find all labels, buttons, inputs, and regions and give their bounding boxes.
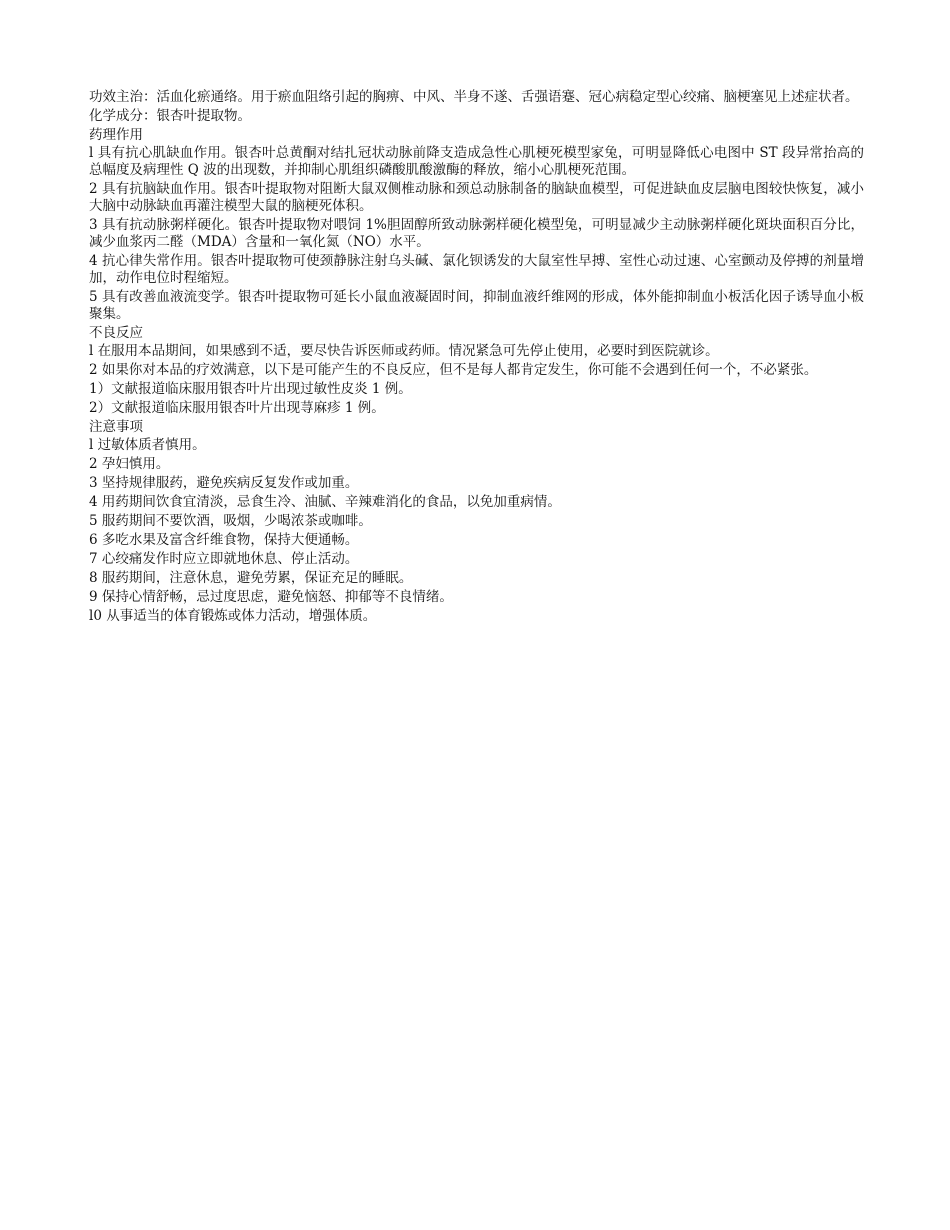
composition-paragraph: 化学成分：银杏叶提取物。 — [89, 108, 251, 124]
precaution-item: 8 服药期间，注意休息，避免劳累，保证充足的睡眠。 — [89, 570, 413, 586]
precaution-item: l0 从事适当的体育锻炼或体力活动，增强体质。 — [89, 608, 377, 624]
precaution-item: l 过敏体质者慎用。 — [89, 437, 206, 453]
precaution-item: 9 保持心情舒畅，忌过度思虑，避免恼怒、抑郁等不良情绪。 — [89, 589, 453, 605]
precaution-item: 5 服药期间不要饮酒，吸烟，少喝浓茶或咖啡。 — [89, 513, 372, 529]
pharmacology-item: 5 具有改善血液流变学。银杏叶提取物可延长小鼠血液凝固时间，抑制血液纤维网的形成，体外能抑制血小板活化因子诱导血小板聚集。 — [89, 289, 864, 322]
precaution-item: 2 孕妇慎用。 — [89, 456, 170, 472]
precautions-heading: 注意事项 — [89, 419, 143, 435]
precaution-item: 6 多吃水果及富含纤维食物，保持大便通畅。 — [89, 532, 359, 548]
document-page — [89, 89, 864, 627]
adverse-item: l 在服用本品期间，如果感到不适，要尽快告诉医师或药师。情况紧急可先停止使用，必要时到医院就诊。 — [89, 343, 719, 359]
pharmacology-item: 4 抗心律失常作用。银杏叶提取物可使颈静脉注射乌头碱、氯化钡诱发的大鼠室性早搏、室性心动过速、心室颤动及停搏的剂量增加，动作电位时程缩短。 — [89, 253, 864, 286]
precaution-item: 7 心绞痛发作时应立即就地休息、停止活动。 — [89, 551, 359, 567]
pharmacology-heading: 药理作用 — [89, 127, 143, 143]
adverse-item: 1）文献报道临床服用银杏叶片出现过敏性皮炎 1 例。 — [89, 381, 412, 397]
pharmacology-item: l 具有抗心肌缺血作用。银杏叶总黄酮对结扎冠状动脉前降支造成急性心肌梗死模型家兔，可明显降低心电图中 ST 段异常抬高的总幅度及病理性 Q 波的出现数，并抑制心肌组织磷酸肌酸激酶的释放，缩小心肌梗死范围。 — [89, 145, 864, 178]
pharmacology-item: 2 具有抗脑缺血作用。银杏叶提取物对阻断大鼠双侧椎动脉和颈总动脉制备的脑缺血模型，可促进缺血皮层脑电图较快恢复，减小大脑中动脉缺血再灌注模型大鼠的脑梗死体积。 — [89, 181, 864, 214]
efficacy-paragraph: 功效主治：活血化瘀通络。用于瘀血阻络引起的胸痹、中风、半身不遂、舌强语蹇、冠心病稳定型心绞痛、脑梗塞见上述症状者。 — [89, 89, 859, 105]
precaution-item: 4 用药期间饮食宜清淡，忌食生冷、油腻、辛辣难消化的食品，以免加重病情。 — [89, 494, 561, 510]
adverse-item: 2）文献报道临床服用银杏叶片出现荨麻疹 1 例。 — [89, 400, 385, 416]
precaution-item: 3 坚持规律服药，避免疾病反复发作或加重。 — [89, 475, 359, 491]
pharmacology-item: 3 具有抗动脉粥样硬化。银杏叶提取物对喂饲 1%胆固醇所致动脉粥样硬化模型兔，可明显减少主动脉粥样硬化斑块面积百分比，减少血浆丙二醛（MDA）含量和一氧化氮（NO）水平。 — [89, 217, 864, 250]
adverse-heading: 不良反应 — [89, 325, 143, 341]
adverse-item: 2 如果你对本品的疗效满意，以下是可能产生的不良反应，但不是每人都肯定发生，你可能不会遇到任何一个，不必紧张。 — [89, 362, 818, 378]
